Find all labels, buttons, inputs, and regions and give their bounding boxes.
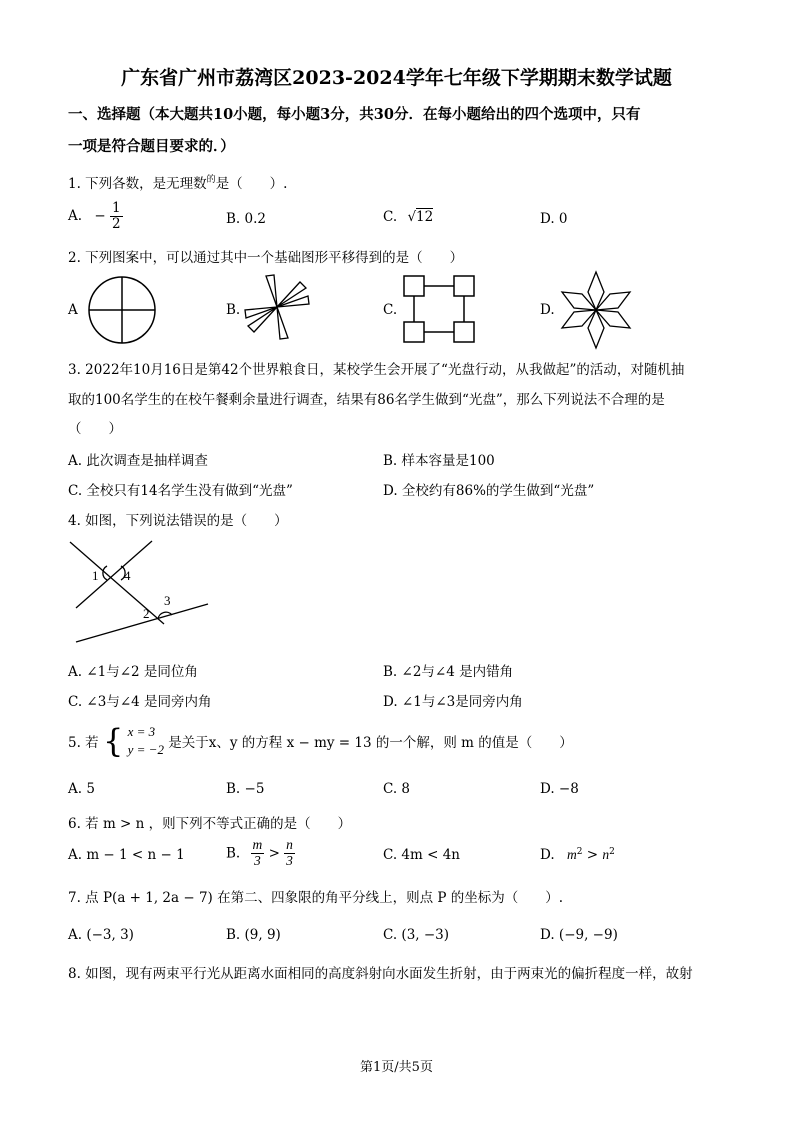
q6-option-c: C. 4m < 4n [383, 847, 460, 863]
q6-d-exp-n: 2 [609, 847, 615, 857]
q1-option-c [383, 209, 433, 225]
q5-eq1: x = 3 [127, 724, 156, 740]
q4-option-a: A. ∠1与∠2 是同位角 [68, 664, 198, 680]
q4-figure [66, 538, 216, 648]
q4-stem: 4. 如图，下列说法错误的是（ ） [68, 513, 288, 529]
q2-option-b-label: B. [226, 302, 241, 318]
q6-b-den2: 3 [286, 852, 293, 868]
q6-d-label: D. [540, 847, 555, 863]
q1-option-b: B. 0.2 [226, 211, 266, 227]
q3-option-a: A. 此次调查是抽样调查 [68, 453, 208, 469]
q2-figure-c [402, 274, 476, 344]
q3-option-d: D. 全校约有86%的学生做到“光盘” [383, 483, 595, 499]
q6-b-label: B. [226, 845, 241, 862]
q1-stem-sup: 的 [206, 175, 216, 185]
q5-stem [68, 722, 573, 760]
sqrt-icon: √ [407, 209, 417, 225]
section-heading-line2: 一项是符合题目要求的．） [68, 138, 235, 155]
q6-b-op: > [268, 845, 280, 862]
page-title: 广东省广州市荔湾区2023-2024学年七年级下学期期末数学试题 [121, 67, 672, 89]
q1-a-sign: − [94, 207, 106, 224]
q2-option-a-label: A [68, 302, 78, 318]
q6-d-exp-m: 2 [576, 847, 583, 857]
q3-stem-line2: 取的100名学生的在校午餐剩余量进行调查，结果有86名学生做到“光盘”，那么下列说法不合理的是 [68, 392, 665, 408]
q7-option-d: D. (−9, −9) [540, 927, 618, 943]
q6-b-frac1 [251, 838, 265, 869]
q6-b-frac2 [284, 838, 295, 869]
q4-option-c: C. ∠3与∠4 是同旁内角 [68, 694, 212, 710]
q1-c-radicand: 12 [416, 209, 434, 225]
q7-option-b: B. (9, 9) [226, 927, 281, 943]
q8-stem-line1: 8. 如图，现有两束平行光从距离水面相同的高度斜射向水面发生折射，由于两束光的偏折程度一样，故射 [68, 966, 693, 982]
q5-option-b: B. −5 [226, 781, 265, 797]
q3-stem-line3: （ ） [68, 421, 122, 437]
q5-option-d: D. −8 [540, 781, 579, 797]
q4-angle-1-label: 1 [92, 568, 99, 583]
q6-stem: 6. 若 m > n ，则下列不等式正确的是（ ） [68, 816, 352, 832]
q7-stem: 7. 点 P(a + 1, 2a − 7) 在第二、四象限的角平分线上，则点 P 的坐标为（ ）. [68, 890, 564, 906]
q6-d-op: > [582, 847, 603, 863]
q1-stem-b: 是（ ）. [215, 176, 288, 192]
q1-option-a [68, 201, 123, 232]
q3-option-b: B. 样本容量是100 [383, 453, 495, 469]
q4-option-b: B. ∠2与∠4 是内错角 [383, 664, 514, 680]
q5-pre: 5. 若 [68, 735, 99, 751]
q6-b-num2: n [286, 837, 293, 852]
page-footer: 第1页/共5页 [360, 1060, 433, 1075]
q1-a-den: 2 [111, 215, 121, 232]
q1-a-fraction [110, 201, 123, 232]
q6-option-d [540, 847, 615, 863]
q1-stem [68, 172, 287, 192]
q5-option-a: A. 5 [68, 781, 95, 797]
q1-a-num: 1 [111, 200, 121, 216]
q1-a-label: A. [68, 207, 83, 224]
q2-option-d-label: D. [540, 302, 555, 318]
brace-icon: { [102, 722, 124, 760]
q2-figure-b [244, 274, 310, 340]
q5-eq2: y = −2 [127, 742, 164, 757]
q6-option-a: A. m − 1 < n − 1 [68, 847, 185, 863]
q1-option-d: D. 0 [540, 211, 568, 227]
q6-b-den1: 3 [254, 852, 261, 868]
q2-figure-d [560, 270, 632, 350]
q5-option-c: C. 8 [383, 781, 411, 797]
q2-stem: 2. 下列图案中，可以通过其中一个基础图形平移得到的是（ ） [68, 250, 464, 266]
q6-option-b [226, 838, 295, 869]
q2-option-c-label: C. [383, 302, 398, 318]
q6-d-n: n [602, 847, 610, 862]
q7-option-c: C. (3, −3) [383, 927, 450, 943]
q4-angle-4-label: 4 [124, 568, 131, 583]
q6-d-m: m [566, 847, 577, 862]
q3-option-c: C. 全校只有14名学生没有做到“光盘” [68, 483, 293, 499]
q4-angle-2-label: 2 [143, 606, 150, 621]
q5-mid: 是关于x、y 的方程 x − my = 13 的一个解，则 m 的值是（ ） [168, 735, 573, 751]
q2-figure-a [86, 274, 158, 346]
q6-b-num1: m [252, 837, 263, 852]
q5-system [128, 723, 164, 758]
section-heading-line1: 一、选择题（本大题共10小题，每小题3分，共30分．在每小题给出的四个选项中，只有 [68, 106, 641, 123]
q4-angle-3-label: 3 [164, 593, 171, 608]
q1-c-label: C. [383, 209, 398, 225]
q3-stem-line1: 3. 2022年10月16日是第42个世界粮食日，某校学生会开展了“光盘行动，从我做起”的活动，对随机抽 [68, 362, 685, 378]
q4-option-d: D. ∠1与∠3是同旁内角 [383, 694, 523, 710]
q7-option-a: A. (−3, 3) [68, 927, 134, 943]
q1-stem-a: 1. 下列各数，是无理数 [68, 176, 207, 192]
